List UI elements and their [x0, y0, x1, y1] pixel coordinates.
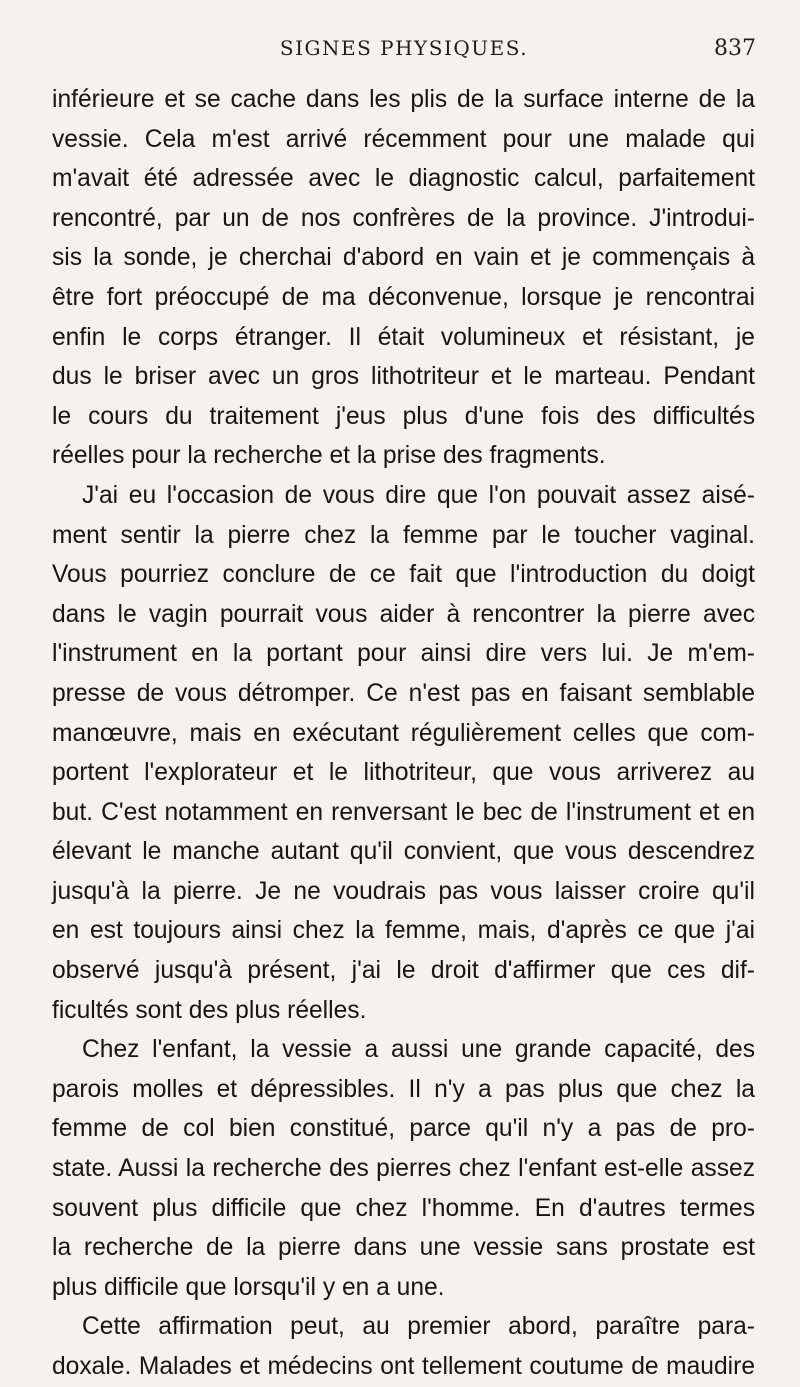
text-line: inférieure et se cache dans les plis de la surface interne de la	[52, 86, 755, 113]
text-line: la recherche de la pierre dans une vessie sans prostate est	[52, 1234, 755, 1262]
paragraph-start: J'ai eu l'occasion de vous dire que l'on pouvait assez aisé-	[82, 481, 755, 509]
text-line: manœuvre, mais en exécutant régulièrement celles que com-	[52, 719, 755, 747]
text-line: rencontré, par un de nos confrères de la province. J'introdui-	[52, 204, 755, 232]
text-line: femme de col bien constitué, parce qu'il n'y a pas de pro-	[52, 1115, 755, 1143]
text-line: l'instrument en la portant pour ainsi dire vers lui. Je m'em-	[52, 640, 755, 668]
text-line: jusqu'à la pierre. Je ne voudrais pas vous laisser croire qu'il	[52, 877, 755, 905]
text-line: réelles pour la recherche et la prise des fragments.	[52, 442, 606, 470]
text-line: portent l'explorateur et le lithotriteur, que vous arriverez au	[52, 759, 755, 787]
text-line: ment sentir la pierre chez la femme par le toucher vaginal.	[52, 521, 755, 549]
body-text	[52, 80, 755, 1387]
text-line: élevant le manche autant qu'il convient, que vous descendrez	[52, 838, 755, 866]
paragraph-start: Cette affirmation peut, au premier abord, paraître para-	[82, 1313, 755, 1341]
text-line: observé jusqu'à présent, j'ai le droit d'affirmer que ces dif-	[52, 957, 755, 985]
text-line: dus le briser avec un gros lithotriteur et le marteau. Pendant	[52, 363, 755, 391]
text-line: dans le vagin pourrait vous aider à rencontrer la pierre avec	[52, 600, 755, 628]
text-line: parois molles et dépressibles. Il n'y a pas plus que chez la	[52, 1075, 755, 1103]
text-line: le cours du traitement j'eus plus d'une fois des difficultés	[52, 402, 755, 430]
page-number: 837	[714, 36, 756, 61]
text-line: Vous pourriez conclure de ce fait que l'introduction du doigt	[52, 561, 755, 589]
page-header	[52, 36, 756, 64]
paragraph-start: Chez l'enfant, la vessie a aussi une grande capacité, des	[82, 1036, 755, 1064]
text-line: souvent plus difficile que chez l'homme. En d'autres termes	[52, 1194, 755, 1222]
text-line: but. C'est notamment en renversant le bec de l'instrument et en	[52, 798, 755, 826]
text-line: ficultés sont des plus réelles.	[52, 996, 367, 1024]
text-line: enfin le corps étranger. Il était volumineux et résistant, je	[52, 323, 755, 351]
text-line: être fort préoccupé de ma déconvenue, lorsque je rencontrai	[52, 283, 755, 311]
text-line: plus difficile que lorsqu'il y en a une.	[52, 1273, 445, 1301]
text-line: presse de vous détromper. Ce n'est pas en faisant semblable	[52, 679, 755, 707]
running-title: SIGNES PHYSIQUES.	[279, 36, 529, 60]
text-line: vessie. Cela m'est arrivé récemment pour une malade qui	[52, 125, 755, 153]
text-line: en est toujours ainsi chez la femme, mais, d'après ce que j'ai	[52, 917, 755, 945]
text-line: m'avait été adressée avec le diagnostic calcul, parfaitement	[52, 165, 755, 193]
text-line: sis la sonde, je cherchai d'abord en vain et je commençais à	[52, 244, 755, 272]
text-line: doxale. Malades et médecins ont tellement coutume de maudire	[52, 1353, 755, 1380]
text-line: state. Aussi la recherche des pierres chez l'enfant est-elle assez	[52, 1155, 755, 1183]
